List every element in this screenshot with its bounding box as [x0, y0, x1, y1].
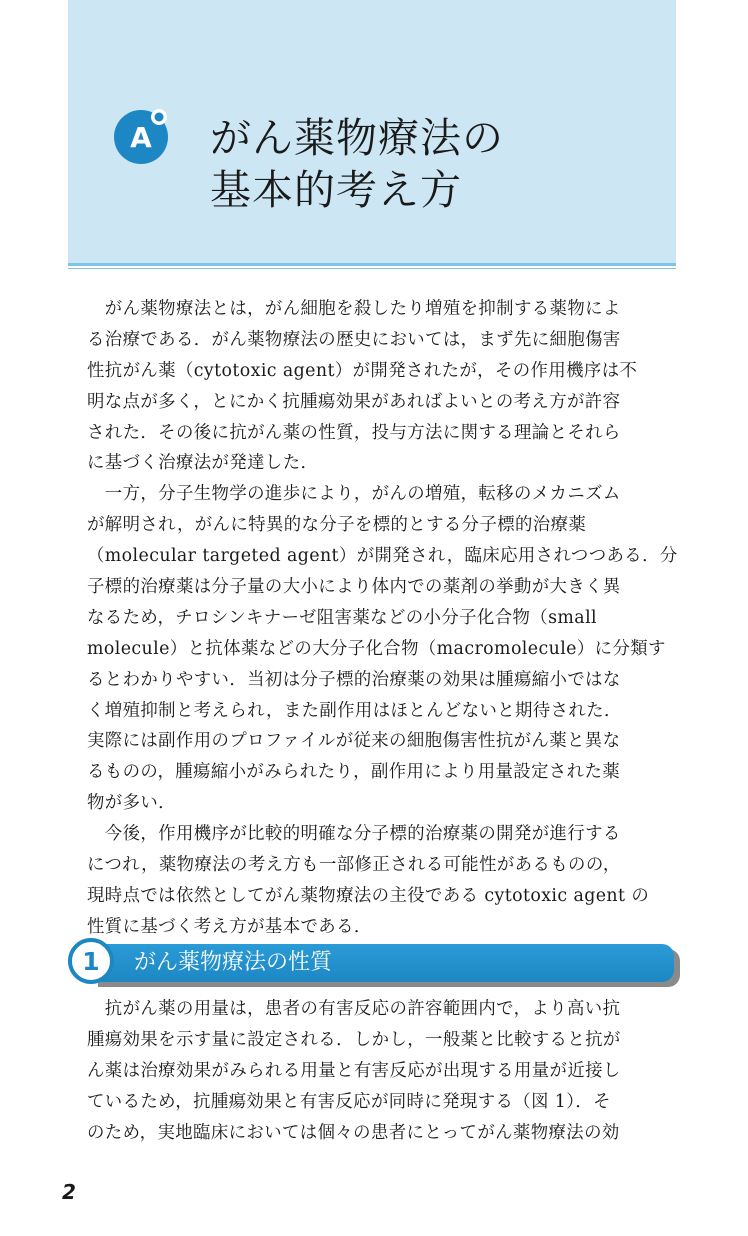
text-line: 現時点では依然としてがん薬物療法の主役である cytotoxic agent の [87, 885, 650, 906]
text-line: 腫瘍効果を示す量に設定される．しかし，一般薬と比較すると抗が [87, 1029, 621, 1050]
text-line: がん薬物療法とは，がん細胞を殺したり増殖を抑制する薬物によ [87, 299, 621, 319]
header-divider [68, 263, 676, 266]
text-line: に基づく治療法が発達した． [87, 453, 319, 474]
page-number: 2 [62, 1180, 76, 1204]
text-line: 実際には副作用のプロファイルが従来の細胞傷害性抗がん薬と異な [87, 731, 621, 752]
text-line: が解明され，がんに特異的な分子を標的とする分子標的治療薬 [87, 515, 587, 536]
text-line: 物が多い． [87, 793, 176, 814]
chapter-title [210, 112, 650, 216]
chapter-title-line: 基本的考え方 [210, 166, 462, 214]
text-line: molecule）と抗体薬などの大分子化合物（macromolecule）に分類す [87, 638, 666, 659]
text-line: く増殖抑制と考えられ，また副作用はほとんどないと期待された． [87, 700, 622, 721]
text-line: るものの，腫瘍縮小がみられたり，副作用により用量設定された薬 [87, 762, 621, 783]
text-line: 性抗がん薬（cytotoxic agent）が開発されたが，その作用機序は不 [87, 360, 638, 381]
section-heading [68, 938, 680, 988]
text-line: された．その後に抗がん薬の性質，投与方法に関する理論とそれら [87, 422, 621, 443]
text-line: なるため，チロシンキナーゼ阻害薬などの小分子化合物（small [87, 607, 597, 628]
section-title: がん薬物療法の性質 [134, 950, 333, 975]
text-line: につれ，薬物療法の考え方も一部修正される可能性があるものの， [87, 855, 621, 876]
intro-text [87, 294, 679, 943]
text-line: るとわかりやすい．当初は分子標的治療薬の効果は腫瘍縮小ではな [87, 669, 621, 690]
text-line: のため，実地臨床においては個々の患者にとってがん薬物療法の効 [87, 1122, 620, 1143]
text-line: る治療である．がん薬物療法の歴史においては，まず先に細胞傷害 [87, 329, 621, 350]
chapter-title-line: がん薬物療法の [210, 114, 504, 162]
text-line: 抗がん薬の用量は，患者の有害反応の許容範囲内で，より高い抗 [87, 999, 621, 1019]
text-line: 明な点が多く，とにかく抗腫瘍効果があればよいとの考え方が許容 [87, 391, 621, 412]
text-line: 子標的治療薬は分子量の大小により体内での薬剤の挙動が大きく異 [87, 577, 621, 598]
section-number-badge: 1 [68, 938, 114, 984]
text-line: ているため，抗腫瘍効果と有害反応が同時に発現する（図 1）．そ [87, 1091, 611, 1112]
section-text [87, 994, 679, 1148]
text-line: 性質に基づく考え方が基本である． [87, 916, 372, 937]
text-line: 今後，作用機序が比較的明確な分子標的治療薬の開発が進行する [87, 824, 621, 845]
chapter-badge-letter: A [130, 121, 152, 154]
text-line: 一方，分子生物学の進歩により，がんの増殖，転移のメカニズム [87, 484, 621, 505]
header-divider-thin [68, 268, 676, 269]
text-line: ん薬は治療効果がみられる用量と有害反応が出現する用量が近接し [87, 1060, 621, 1081]
chapter-badge-icon [111, 103, 175, 167]
text-line: （molecular targeted agent）が開発され，臨床応用されつつある．分 [87, 546, 678, 567]
